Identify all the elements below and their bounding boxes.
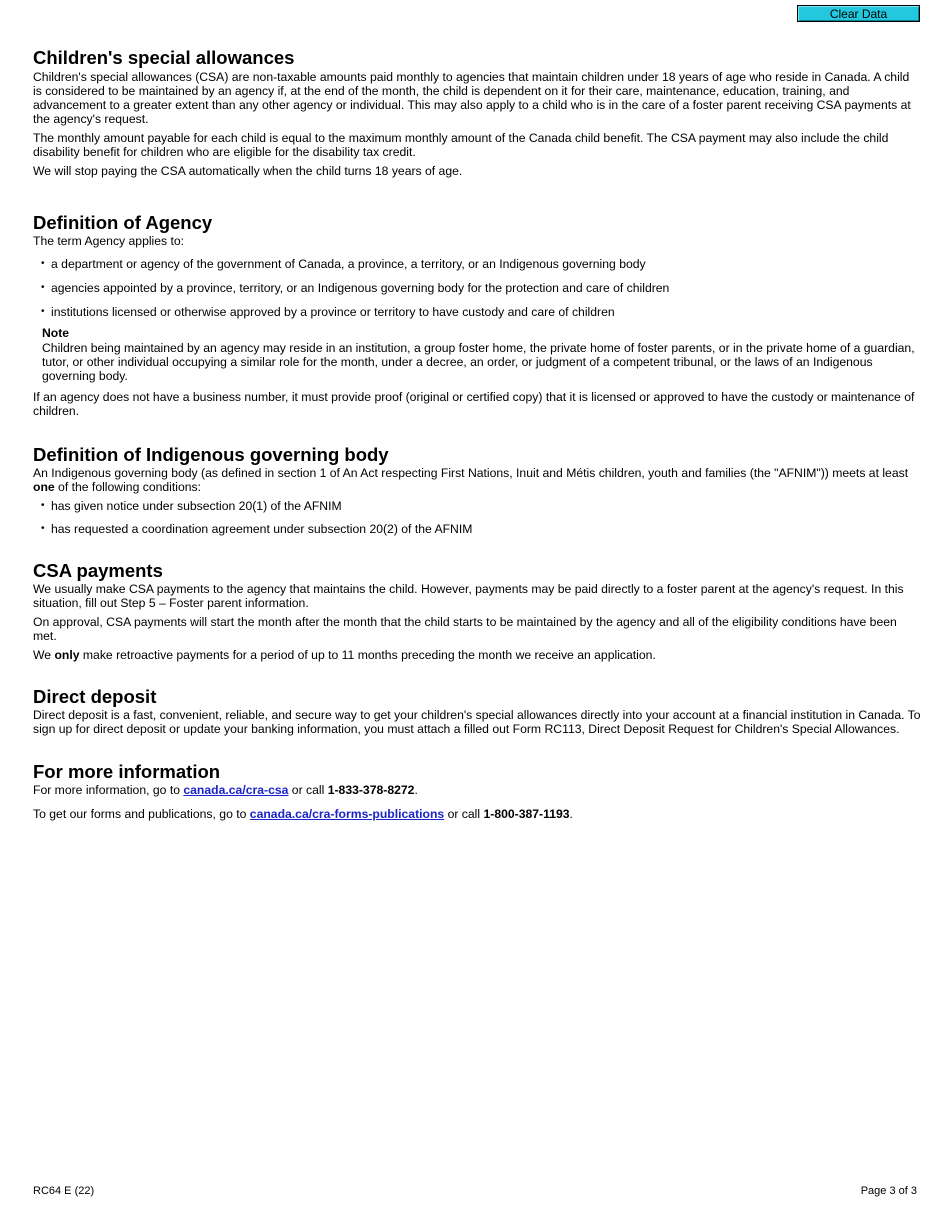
section-direct-deposit	[33, 686, 921, 736]
section-csa-payments	[33, 560, 921, 662]
text-run: .	[414, 783, 418, 797]
paragraph	[33, 783, 921, 797]
form-code: RC64 E (22)	[33, 1185, 95, 1197]
text-run: An Indigenous governing body (as defined in section 1 of An Act respecting First Nations, Inuit and Métis children, youth and families (the "AFNIM")) meets at least	[33, 466, 909, 480]
list-item: • agencies appointed by a province, territory, or an Indigenous governing body for the protection and care of children	[33, 281, 921, 295]
paragraph: Direct deposit is a fast, convenient, reliable, and secure way to get your children's special allowances directly into your account at a financial institution in Canada. To sign up for direct deposit or update your banking information, you must attach a filled out Form RC113, Direct Deposit Request for Children's Special Allowances.	[33, 708, 921, 736]
paragraph	[33, 807, 921, 821]
page-number: Page 3 of 3	[860, 1185, 917, 1197]
paragraph: If an agency does not have a business number, it must provide proof (original or certified copy) that it is licensed or approved to have the custody or maintenance of children.	[33, 390, 915, 418]
text-run: For more information, go to	[33, 783, 184, 797]
paragraph: The monthly amount payable for each child is equal to the maximum monthly amount of the Canada child benefit. The CSA payment may also include the child disability benefit for children who are eligible for the disability tax credit.	[33, 131, 889, 159]
list-item: • a department or agency of the government of Canada, a province, a territory, or an Indigenous governing body	[33, 257, 921, 271]
phone-number: 1-800-387-1193	[483, 807, 570, 821]
paragraph: We usually make CSA payments to the agency that maintains the child. However, payments may be paid directly to a foster parent at the agency's request. In this situation, fill out Step 5 – Foster parent information.	[33, 582, 904, 610]
section-childrens-special-allowances	[33, 47, 921, 178]
phone-number: 1-833-378-8272	[327, 783, 415, 797]
section-title: Definition of Agency	[33, 212, 213, 233]
paragraph	[33, 466, 921, 494]
clear-data-button[interactable]: Clear Data	[797, 5, 920, 22]
bullet-list	[33, 257, 921, 319]
text-run: or call	[288, 783, 328, 797]
paragraph: Children's special allowances (CSA) are non-taxable amounts paid monthly to agencies that maintain children under 18 years of age who reside in Canada. A child is considered to be maintained by an agency if, at the end of the month, the child is dependent on it for their care, maintenance, education, training, and advancement to a greater extent than any other agency or individual. This may also apply to a child who is in the care of a foster parent receiving CSA payments at the agency's request.	[33, 70, 911, 126]
emphasis: one	[33, 480, 55, 494]
text-run: .	[569, 807, 573, 821]
bullet-list	[33, 499, 921, 536]
paragraph: The term Agency applies to:	[33, 234, 185, 248]
note-text: Children being maintained by an agency may reside in an institution, a group foster home, the private home of foster parents, or in the private home of a guardian, tutor, or other individual occupying a similar role for the month, under a decree, an order, or judgment of a competent tribunal, or the laws of an Indigenous governing body.	[42, 341, 915, 383]
list-item: • has requested a coordination agreement under subsection 20(2) of the AFNIM	[33, 522, 921, 536]
section-definition-of-indigenous-governing-body	[33, 444, 921, 536]
section-title: CSA payments	[33, 560, 163, 581]
text-run: To get our forms and publications, go to	[33, 807, 250, 821]
link-cra-csa[interactable]: canada.ca/cra-csa	[183, 783, 289, 797]
text-run: of the following conditions:	[54, 480, 202, 494]
note-block	[33, 326, 921, 383]
link-cra-forms-publications[interactable]: canada.ca/cra-forms-publications	[249, 807, 445, 821]
paragraph: On approval, CSA payments will start the month after the month that the child starts to be maintained by the agency and all of the eligibility conditions have been met.	[33, 615, 897, 643]
section-definition-of-agency	[33, 212, 921, 418]
text-run: or call	[444, 807, 484, 821]
section-title: Children's special allowances	[33, 47, 295, 68]
emphasis: only	[54, 648, 80, 662]
text-run: We	[33, 648, 55, 662]
paragraph	[33, 648, 921, 662]
list-item: • has given notice under subsection 20(1) of the AFNIM	[33, 499, 921, 513]
page-content	[33, 47, 921, 821]
section-title: For more information	[33, 761, 221, 782]
note-title: Note	[42, 326, 70, 340]
list-item: • institutions licensed or otherwise approved by a province or territory to have custody and care of children	[33, 305, 921, 319]
paragraph: We will stop paying the CSA automatically when the child turns 18 years of age.	[33, 164, 463, 178]
section-for-more-information	[33, 761, 921, 821]
text-run: make retroactive payments for a period of up to 11 months preceding the month we receive an application.	[79, 648, 656, 662]
section-title: Direct deposit	[33, 686, 157, 707]
section-title: Definition of Indigenous governing body	[33, 444, 389, 465]
